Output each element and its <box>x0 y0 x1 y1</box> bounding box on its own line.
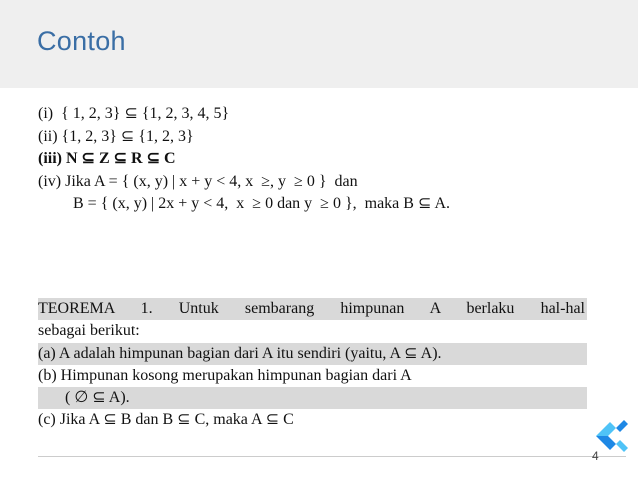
example-iv: (iv) Jika A = { (x, y) | x + y < 4, x ≥, y ≥ 0 } dan <box>38 172 358 190</box>
examples-list <box>38 103 450 216</box>
slide-title: Contoh <box>37 26 126 56</box>
example-ii: (ii) {1, 2, 3} ⊆ {1, 2, 3} <box>38 127 194 145</box>
example-i: (i) { 1, 2, 3} ⊆ {1, 2, 3, 4, 5} <box>38 105 230 122</box>
footer-divider <box>38 456 626 457</box>
theorem-item-a: (a) A adalah himpunan bagian dari A itu sendiri (yaitu, A ⊆ A). <box>38 343 587 365</box>
theorem-item-b: (b) Himpunan kosong merupakan himpunan bagian dari A <box>38 365 587 387</box>
page-number: 4 <box>592 449 599 463</box>
example-iv-continued: B = { (x, y) | 2x + y < 4, x ≥ 0 dan y ≥ 0 }, maka B ⊆ A. <box>73 195 451 212</box>
theorem-box <box>38 298 587 432</box>
theorem-item-b-continued: ( ∅ ⊆ A). <box>38 387 587 409</box>
theorem-item-c: (c) Jika A ⊆ B dan B ⊆ C, maka A ⊆ C <box>38 409 587 431</box>
example-iii: (iii) N ⊆ Z ⊆ R ⊆ C <box>38 150 176 167</box>
k-logo-icon <box>594 416 628 456</box>
theorem-line-1: TEOREMA 1. Untuk sembarang himpunan A berlaku hal-hal <box>38 298 587 320</box>
theorem-line-2: sebagai berikut: <box>38 320 587 342</box>
slide-header <box>0 0 638 88</box>
